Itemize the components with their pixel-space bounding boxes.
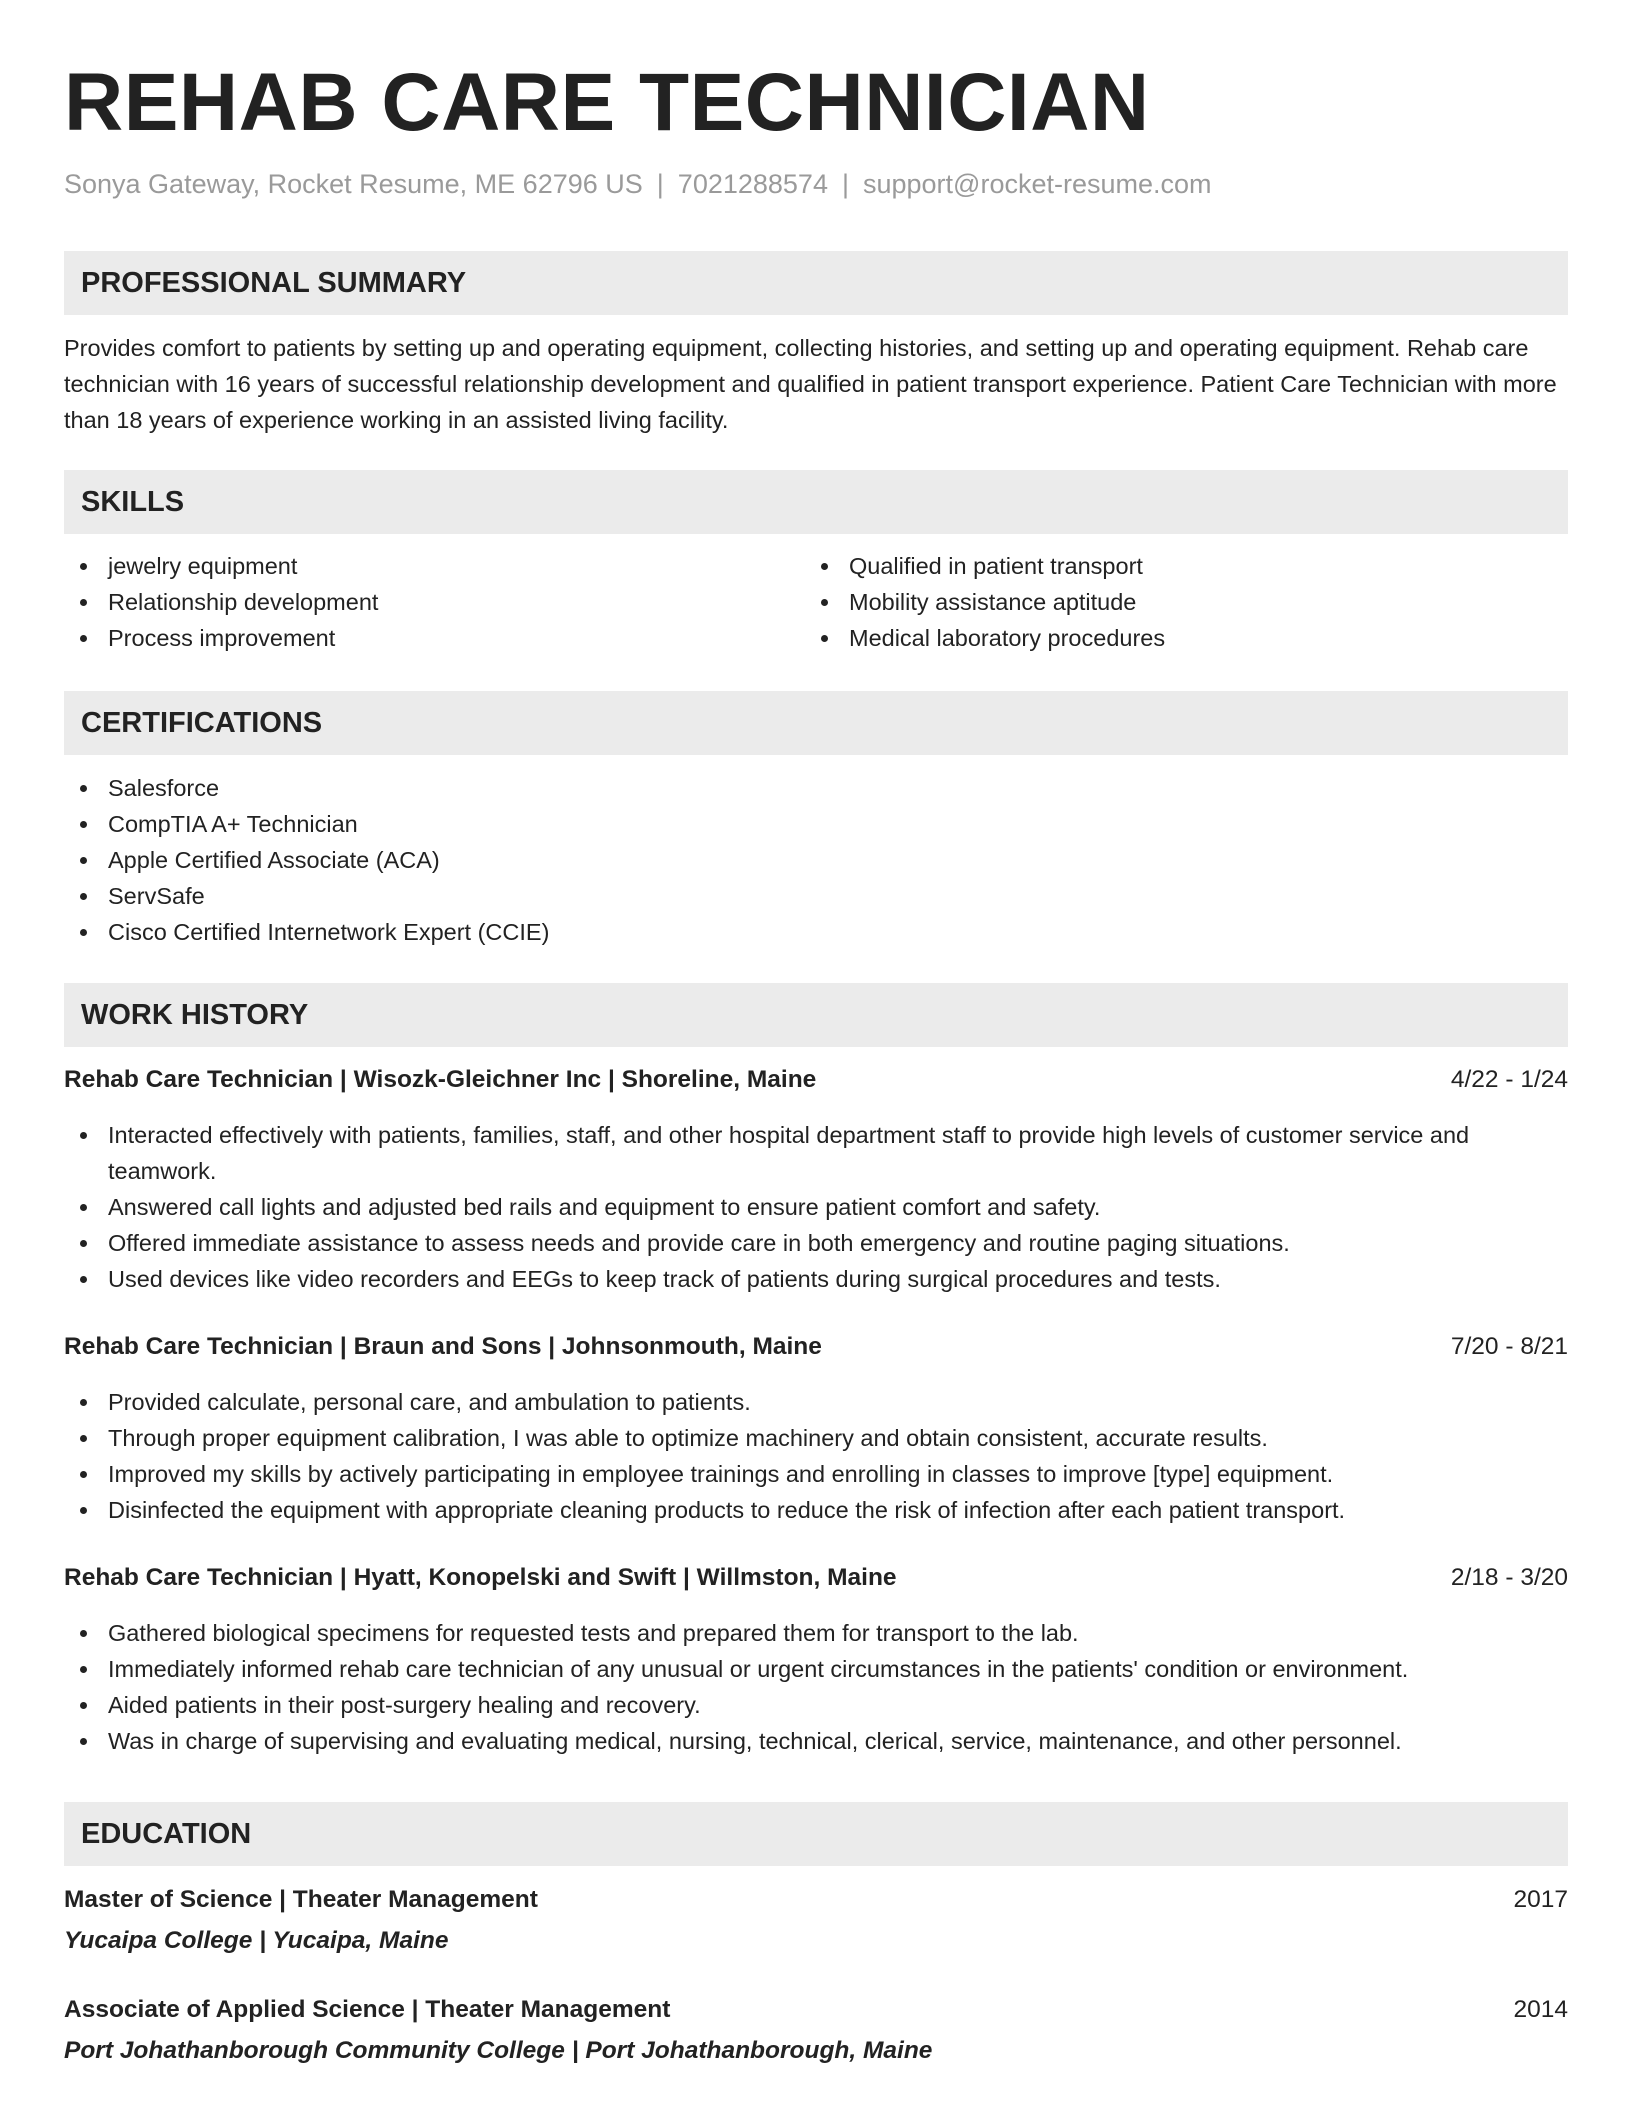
skill-item: Process improvement (64, 620, 804, 656)
contact-email[interactable]: support@rocket-resume.com (862, 169, 1212, 199)
job-bullet: Answered call lights and adjusted bed rails and equipment to ensure patient comfort and safety. (64, 1189, 1568, 1225)
skill-item: Medical laboratory procedures (805, 620, 1545, 656)
job-dates: 7/20 - 8/21 (1450, 1333, 1568, 1360)
job-bullet: Through proper equipment calibration, I was able to optimize machinery and obtain consistent, accurate results. (64, 1420, 1568, 1456)
contact-separator: | (841, 169, 849, 199)
section-header-work-history: WORK HISTORY (64, 983, 1568, 1047)
job-header (64, 1329, 1568, 1365)
job-bullets (64, 1384, 1568, 1528)
skill-item: Relationship development (64, 584, 804, 620)
job-bullets (64, 1615, 1568, 1759)
job-title: Rehab Care Technician | Wisozk-Gleichner Inc | Shoreline, Maine (64, 1066, 817, 1093)
education-degree: Associate of Applied Science | Theater Management (64, 1996, 671, 2023)
contact-separator: | (656, 169, 664, 199)
job-bullet: Interacted effectively with patients, families, staff, and other hospital department staff to provide high levels of customer service and teamwork. (64, 1117, 1568, 1189)
contact-address: Sonya Gateway, Rocket Resume, ME 62796 US (64, 169, 643, 199)
job-bullet: Immediately informed rehab care technician of any unusual or urgent circumstances in the patients' condition or environment. (64, 1651, 1568, 1687)
candidate-title: REHAB CARE TECHNICIAN (64, 57, 1150, 148)
skill-item: Mobility assistance aptitude (805, 584, 1545, 620)
section-header-certifications: CERTIFICATIONS (64, 691, 1568, 755)
job-title: Rehab Care Technician | Hyatt, Konopelski and Swift | Willmston, Maine (64, 1564, 897, 1591)
certification-item: ServSafe (64, 878, 1568, 914)
section-header-education: EDUCATION (64, 1802, 1568, 1866)
skill-item: jewelry equipment (64, 548, 804, 584)
job-bullet: Used devices like video recorders and EEGs to keep track of patients during surgical procedures and tests. (64, 1261, 1568, 1297)
education-header (64, 1882, 1568, 1918)
section-header-summary: PROFESSIONAL SUMMARY (64, 251, 1568, 315)
job-dates: 2/18 - 3/20 (1450, 1564, 1568, 1591)
job-header (64, 1062, 1568, 1098)
contact-phone: 7021288574 (677, 169, 828, 199)
summary-text: Provides comfort to patients by setting up and operating equipment, collecting histories, and setting up and operating equipment. Rehab care technician with 16 years of successful relationship development and qualified in patient transport experience. Patient Care Technician with more than 18 years of experience working in an assisted living facility. (64, 335, 1557, 433)
certification-item: Cisco Certified Internetwork Expert (CCIE) (64, 914, 1568, 950)
certifications-list (64, 770, 1568, 950)
skill-item: Qualified in patient transport (805, 548, 1545, 584)
education-year: 2017 (1513, 1886, 1568, 1913)
job-bullet: Gathered biological specimens for requested tests and prepared them for transport to the lab. (64, 1615, 1568, 1651)
job-bullet: Disinfected the equipment with appropriate cleaning products to reduce the risk of infection after each patient transport. (64, 1492, 1568, 1528)
job-header (64, 1560, 1568, 1596)
job-bullet: Aided patients in their post-surgery healing and recovery. (64, 1687, 1568, 1723)
contact-line (64, 166, 1212, 202)
education-degree: Master of Science | Theater Management (64, 1886, 538, 1913)
job-bullet: Offered immediate assistance to assess needs and provide care in both emergency and routine paging situations. (64, 1225, 1568, 1261)
certification-item: CompTIA A+ Technician (64, 806, 1568, 842)
certification-item: Apple Certified Associate (ACA) (64, 842, 1568, 878)
education-year: 2014 (1513, 1996, 1568, 2023)
education-school: Yucaipa College | Yucaipa, Maine (64, 1927, 449, 1954)
job-bullet: Provided calculate, personal care, and ambulation to patients. (64, 1384, 1568, 1420)
job-bullet: Improved my skills by actively participating in employee trainings and enrolling in classes to improve [type] equipment. (64, 1456, 1568, 1492)
job-bullet: Was in charge of supervising and evaluating medical, nursing, technical, clerical, service, maintenance, and other personnel. (64, 1723, 1568, 1759)
job-title: Rehab Care Technician | Braun and Sons | Johnsonmouth, Maine (64, 1333, 822, 1360)
section-header-skills: SKILLS (64, 470, 1568, 534)
education-school: Port Johathanborough Community College | Port Johathanborough, Maine (64, 2037, 933, 2064)
skills-column-left (64, 548, 804, 656)
job-bullets (64, 1117, 1568, 1297)
certification-item: Salesforce (64, 770, 1568, 806)
job-dates: 4/22 - 1/24 (1450, 1066, 1568, 1093)
education-header (64, 1992, 1568, 2028)
skills-column-right (805, 548, 1545, 656)
